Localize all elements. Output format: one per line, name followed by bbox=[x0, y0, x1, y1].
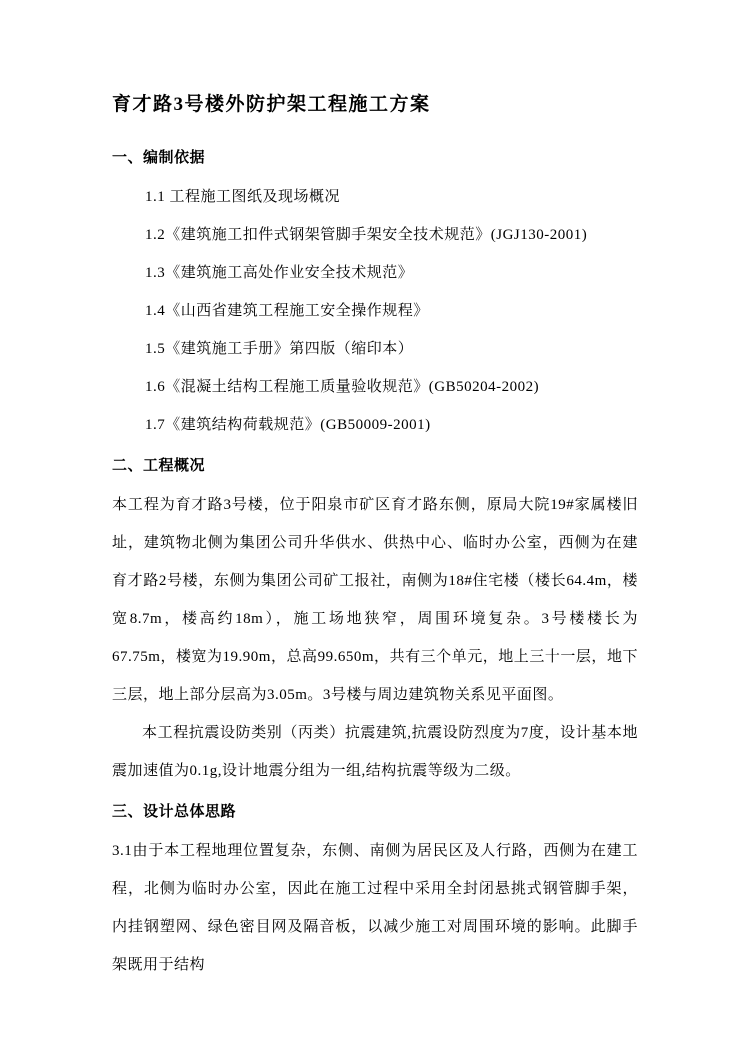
basis-item-6: 1.6《混凝土结构工程施工质量验收规范》(GB50204-2002) bbox=[145, 379, 540, 395]
basis-item-1: 1.1 工程施工图纸及现场概况 bbox=[145, 189, 341, 205]
section-project-overview bbox=[112, 446, 638, 790]
section-heading-basis: 一、编制依据 bbox=[112, 150, 206, 166]
section-compilation-basis bbox=[112, 138, 638, 444]
document-title: 育才路3号楼外防护架工程施工方案 bbox=[112, 94, 431, 115]
basis-item-2: 1.2《建筑施工扣件式钢架管脚手架安全技术规范》(JGJ130-2001) bbox=[145, 227, 588, 243]
section-design-approach bbox=[112, 792, 638, 984]
overview-paragraph-2: 本工程抗震设防类别（丙类）抗震建筑,抗震设防烈度为7度，设计基本地震加速值为0.1g,设计地震分组为一组,结构抗震等级为二级。 bbox=[112, 725, 638, 779]
basis-item-5: 1.5《建筑施工手册》第四版（缩印本） bbox=[145, 341, 414, 357]
section-heading-overview: 二、工程概况 bbox=[112, 458, 206, 474]
overview-paragraph-1: 本工程为育才路3号楼，位于阳泉市矿区育才路东侧，原局大院19#家属楼旧址，建筑物北侧为集团公司升华供水、供热中心、临时办公室，西侧为在建育才路2号楼，东侧为集团公司矿工报社，南侧为18#住宅楼（楼长64.4m，楼宽8.7m，楼高约18m），施工场地狭窄，周围环境复杂。3号楼楼长为67.75m，楼宽为19.90m，总高99.650m，共有三个单元，地上三十一层，地下三层，地上部分层高为3.05m。3号楼与周边建筑物关系见平面图。 bbox=[112, 497, 638, 703]
basis-item-7: 1.7《建筑结构荷载规范》(GB50009-2001) bbox=[145, 417, 431, 433]
basis-item-3: 1.3《建筑施工高处作业安全技术规范》 bbox=[145, 265, 414, 281]
design-paragraph-1: 3.1由于本工程地理位置复杂，东侧、南侧为居民区及人行路，西侧为在建工程，北侧为临时办公室，因此在施工过程中采用全封闭悬挑式钢管脚手架，内挂钢塑网、绿色密目网及隔音板，以减少施工对周围环境的影响。此脚手架既用于结构 bbox=[112, 843, 638, 973]
section-heading-design: 三、设计总体思路 bbox=[112, 804, 237, 820]
basis-item-4: 1.4《山西省建筑工程施工安全操作规程》 bbox=[145, 303, 429, 319]
